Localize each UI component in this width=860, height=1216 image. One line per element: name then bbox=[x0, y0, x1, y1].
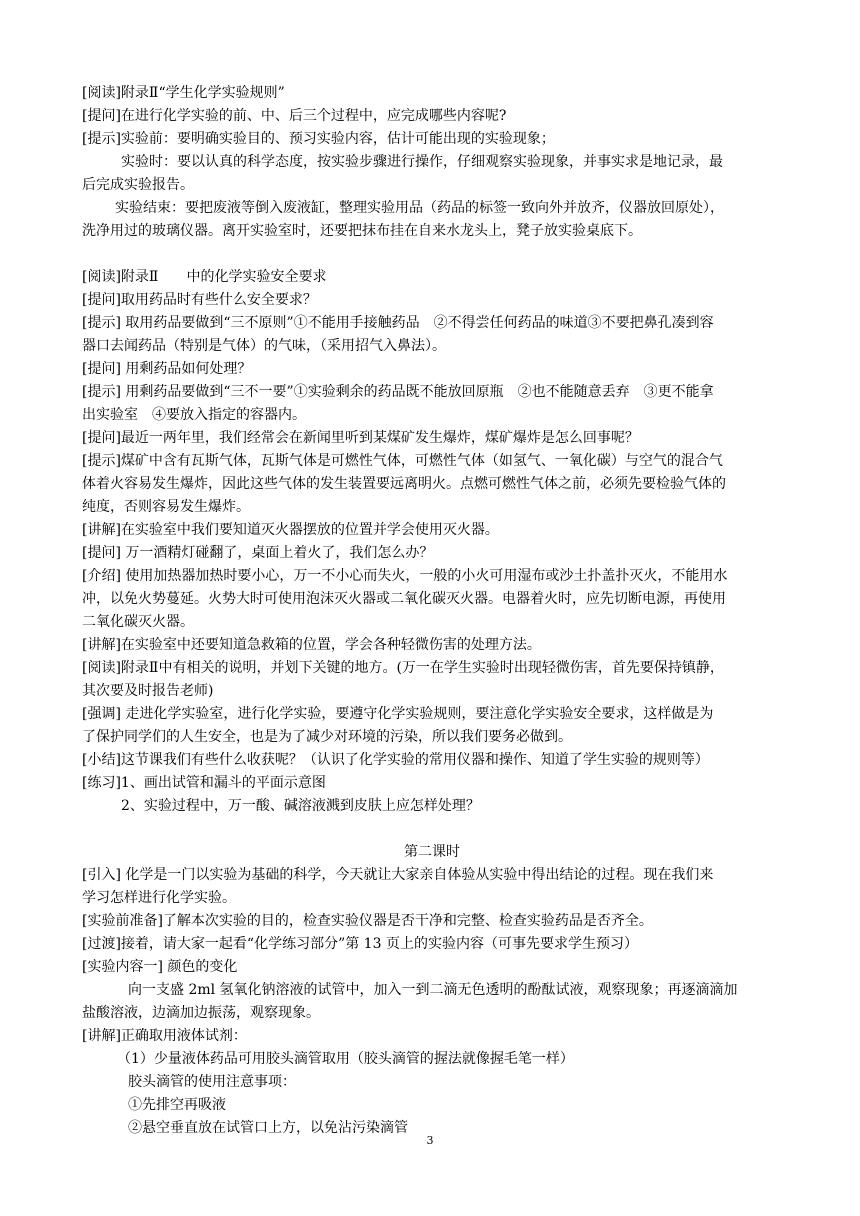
text-line: [讲解]在实验室中还要知道急救箱的位置，学会各种轻微伤害的处理方法。 bbox=[82, 637, 541, 653]
text-line: ②悬空垂直放在试管口上方，以免沾污染滴管 bbox=[128, 1120, 408, 1136]
text-line: [引入] 化学是一门以实验为基础的科学，今天就让大家亲自体验从实验中得出结论的过程。现在我们来 bbox=[82, 867, 714, 883]
text-line: [讲解]正确取用液体试剂： bbox=[82, 1028, 247, 1044]
text-line: 向一支盛 2ml 氢氧化钠溶液的试管中，加入一到二滴无色透明的酚酞试液，观察现象；再逐滴滴加 bbox=[128, 982, 738, 998]
text-line: 其次要及时报告老师) bbox=[82, 683, 214, 699]
text-line: 后完成实验报告。 bbox=[82, 177, 194, 193]
text-line: [阅读]附录Ⅱ“学生化学实验规则” bbox=[82, 85, 285, 101]
text-line: [练习]1、画出试管和漏斗的平面示意图 bbox=[82, 775, 326, 791]
text-line: [提示] 用剩药品要做到“三不一要”①实验剩余的药品既不能放回原瓶 ②也不能随意丢弃 ③更不能拿 bbox=[82, 384, 714, 400]
text-line: [介绍] 使用加热器加热时要小心，万一不小心而失火，一般的小火可用湿布或沙土扑盖扑灭火，不能用水 bbox=[82, 568, 728, 584]
text-line: [提问]在进行化学实验的前、中、后三个过程中，应完成哪些内容呢? bbox=[82, 108, 507, 124]
text-line: 冲，以免火势蔓延。火势大时可使用泡沫灭火器或二氧化碳灭火器。电器着火时，应先切断电源，再使用 bbox=[82, 591, 726, 607]
text-line: [过渡]接着，请大家一起看“化学练习部分”第 13 页上的实验内容（可事先要求学生预习） bbox=[82, 936, 638, 952]
text-line: 体着火容易发生爆炸，因此这些气体的发生装置要远离明火。点燃可燃性气体之前，必须先要检验气体的 bbox=[82, 476, 726, 492]
text-line: [提问] 万一酒精灯碰翻了，桌面上着火了，我们怎么办？ bbox=[82, 545, 434, 561]
text-line: [提示] 取用药品要做到“三不原则”①不能用手接触药品 ②不得尝任何药品的味道③不要把鼻孔凑到容 bbox=[82, 315, 714, 331]
text-line: [实验前准备]了解本次实验的目的，检查实验仪器是否干净和完整、检查实验药品是否齐全。 bbox=[82, 913, 653, 929]
text-line: ①先排空再吸液 bbox=[128, 1097, 226, 1113]
text-line: [提示]实验前：要明确实验目的、预习实验内容，估计可能出现的实验现象； bbox=[82, 131, 555, 147]
text-line: [提问]取用药品时有些什么安全要求？ bbox=[82, 292, 317, 308]
text-line: （1）少量液体药品可用胶头滴管取用（胶头滴管的握法就像握毛笔一样） bbox=[117, 1051, 574, 1067]
text-line: 胶头滴管的使用注意事项： bbox=[128, 1074, 296, 1090]
text-line: [提示]煤矿中含有瓦斯气体，瓦斯气体是可燃性气体，可燃性气体（如氢气、一氧化碳）与空气的混合气 bbox=[82, 453, 723, 469]
text-line: [提问]最近一两年里，我们经常会在新闻里听到某煤矿发生爆炸，煤矿爆炸是怎么回事呢？ bbox=[82, 430, 639, 446]
text-line: 出实验室 ④要放入指定的容器内。 bbox=[82, 407, 306, 423]
text-line: 学习怎样进行化学实验。 bbox=[82, 890, 236, 906]
text-line: 实验结束：要把废液等倒入废液缸，整理实验用品（药品的标签一致向外并放齐，仪器放回原处）， bbox=[115, 200, 724, 216]
text-line: [强调] 走进化学实验室，进行化学实验，要遵守化学实验规则，要注意化学实验安全要求，这样做是为 bbox=[82, 706, 714, 722]
text-line: [阅读]附录Ⅱ中有相关的说明，并划下关键的地方。(万一在学生实验时出现轻微伤害，首先要保持镇静， bbox=[82, 660, 724, 676]
text-line: 洗净用过的玻璃仪器。离开实验室时，还要把抹布挂在自来水龙头上，凳子放实验桌底下。 bbox=[82, 223, 642, 239]
text-line: 了保护同学们的人生安全，也是为了减少对环境的污染，所以我们要务必做到。 bbox=[82, 729, 572, 745]
text-line: 2、实验过程中，万一酸、碱溶液溅到皮肤上应怎样处理？ bbox=[121, 798, 480, 814]
text-line: 二氧化碳灭火器。 bbox=[82, 614, 194, 630]
text-line: [小结]这节课我们有些什么收获呢？（认识了化学实验的常用仪器和操作、知道了学生实验的规则等） bbox=[82, 752, 709, 768]
text-line: 实验时：要以认真的科学态度，按实验步骤进行操作，仔细观察实验现象，并事实求是地记录，最 bbox=[121, 154, 723, 170]
text-line: 盐酸溶液，边滴加边振荡，观察现象。 bbox=[82, 1005, 320, 1021]
text-line: 纯度，否则容易发生爆炸。 bbox=[82, 499, 250, 515]
text-line: [提问] 用剩药品如何处理？ bbox=[82, 361, 252, 377]
text-line: [实验内容一] 颜色的变化 bbox=[82, 959, 238, 975]
text-line: [阅读]附录Ⅱ 中的化学实验安全要求 bbox=[82, 269, 327, 285]
text-line: [讲解]在实验室中我们要知道灭火器摆放的位置并学会使用灭火器。 bbox=[82, 522, 499, 538]
text-line: 器口去闻药品（特别是气体）的气味，（采用招气入鼻法）。 bbox=[82, 338, 446, 354]
page-number: 3 bbox=[426, 1134, 434, 1147]
section-heading: 第二课时 bbox=[404, 844, 460, 860]
